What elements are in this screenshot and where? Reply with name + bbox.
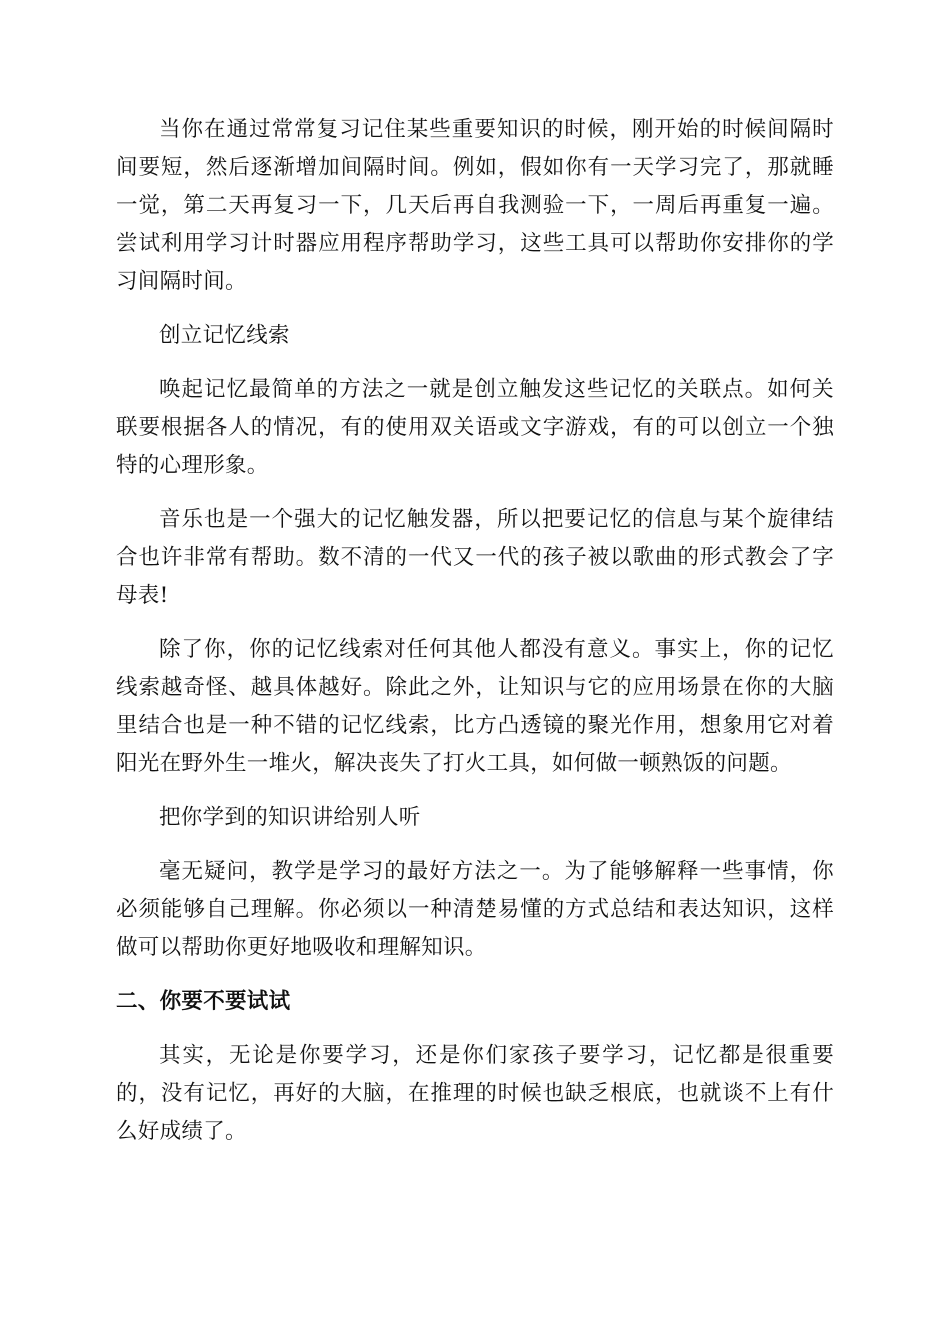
paragraph-teaching: 毫无疑问，教学是学习的最好方法之一。为了能够解释一些事情，你必须能够自己理解。你必须以一种清楚易懂的方式总结和表达知识，这样做可以帮助你更好地吸收和理解知识。: [116, 859, 834, 960]
document-body: [116, 111, 834, 1167]
subheading-memory-cues: 创立记忆线索: [159, 323, 290, 348]
paragraph-personal-cues: 除了你，你的记忆线索对任何其他人都没有意义。事实上，你的记忆线索越奇怪、越具体越好。除此之外，让知识与它的应用场景在你的大脑里结合也是一种不错的记忆线索，比方凸透镜的聚光作用，想象用它对着阳光在野外生一堆火，解决丧失了打火工具，如何做一顿熟饭的问题。: [116, 637, 834, 776]
paragraph-music: 音乐也是一个强大的记忆触发器，所以把要记忆的信息与某个旋律结合也许非常有帮助。数不清的一代又一代的孩子被以歌曲的形式教会了字母表!: [116, 507, 834, 608]
paragraph-spaced-review: 当你在通过常常复习记住某些重要知识的时候，刚开始的时候间隔时间要短，然后逐渐增加间隔时间。例如，假如你有一天学习完了，那就睡一觉，第二天再复习一下，几天后再自我测验一下，一周后再重复一遍。尝试利用学习计时器应用程序帮助学习，这些工具可以帮助你安排你的学习间隔时间。: [116, 117, 834, 294]
paragraph-conclusion: 其实，无论是你要学习，还是你们家孩子要学习，记忆都是很重要的，没有记忆，再好的大脑，在推理的时候也缺乏根底，也就谈不上有什么好成绩了。: [116, 1043, 834, 1144]
section-heading-try-it: 二、你要不要试试: [116, 989, 291, 1014]
paragraph-association: 唤起记忆最简单的方法之一就是创立触发这些记忆的关联点。如何关联要根据各人的情况，有的使用双关语或文字游戏，有的可以创立一个独特的心理形象。: [116, 377, 834, 478]
subheading-teach-others: 把你学到的知识讲给别人听: [159, 805, 421, 830]
